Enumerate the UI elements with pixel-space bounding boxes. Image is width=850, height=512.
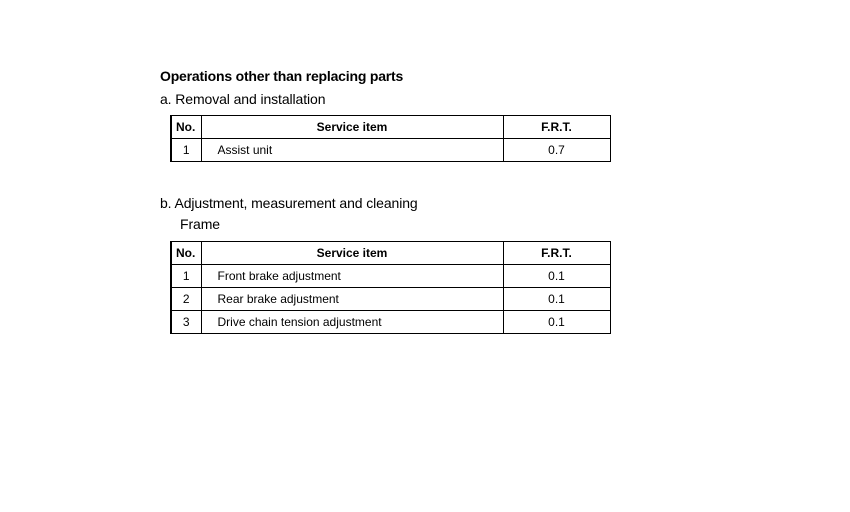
section-b-subtitle: Frame [180, 216, 220, 232]
column-header-frt: F.R.T. [503, 116, 610, 139]
page-heading: Operations other than replacing parts [160, 68, 404, 84]
service-item: Drive chain tension adjustment [201, 311, 503, 334]
frt-value: 0.1 [503, 288, 610, 311]
table-row [171, 265, 610, 288]
row-number: 2 [171, 288, 201, 311]
row-number: 1 [171, 139, 201, 162]
table-row [171, 288, 610, 311]
frt-value: 0.1 [503, 265, 610, 288]
row-number: 1 [171, 265, 201, 288]
section-a-title: a. Removal and installation [160, 91, 326, 107]
table-row [171, 311, 610, 334]
adjustment-table [170, 241, 611, 334]
section-b-title: b. Adjustment, measurement and cleaning [160, 195, 418, 211]
table-row [171, 139, 610, 162]
column-header-frt: F.R.T. [503, 242, 610, 265]
frt-value: 0.7 [503, 139, 610, 162]
column-header-service-item: Service item [201, 116, 503, 139]
frt-value: 0.1 [503, 311, 610, 334]
column-header-no: No. [171, 116, 201, 139]
service-item: Assist unit [201, 139, 503, 162]
table-header-row [171, 116, 610, 139]
removal-installation-table [170, 115, 611, 162]
column-header-service-item: Service item [201, 242, 503, 265]
service-item: Rear brake adjustment [201, 288, 503, 311]
column-header-no: No. [171, 242, 201, 265]
service-item: Front brake adjustment [201, 265, 503, 288]
row-number: 3 [171, 311, 201, 334]
table-header-row [171, 242, 610, 265]
